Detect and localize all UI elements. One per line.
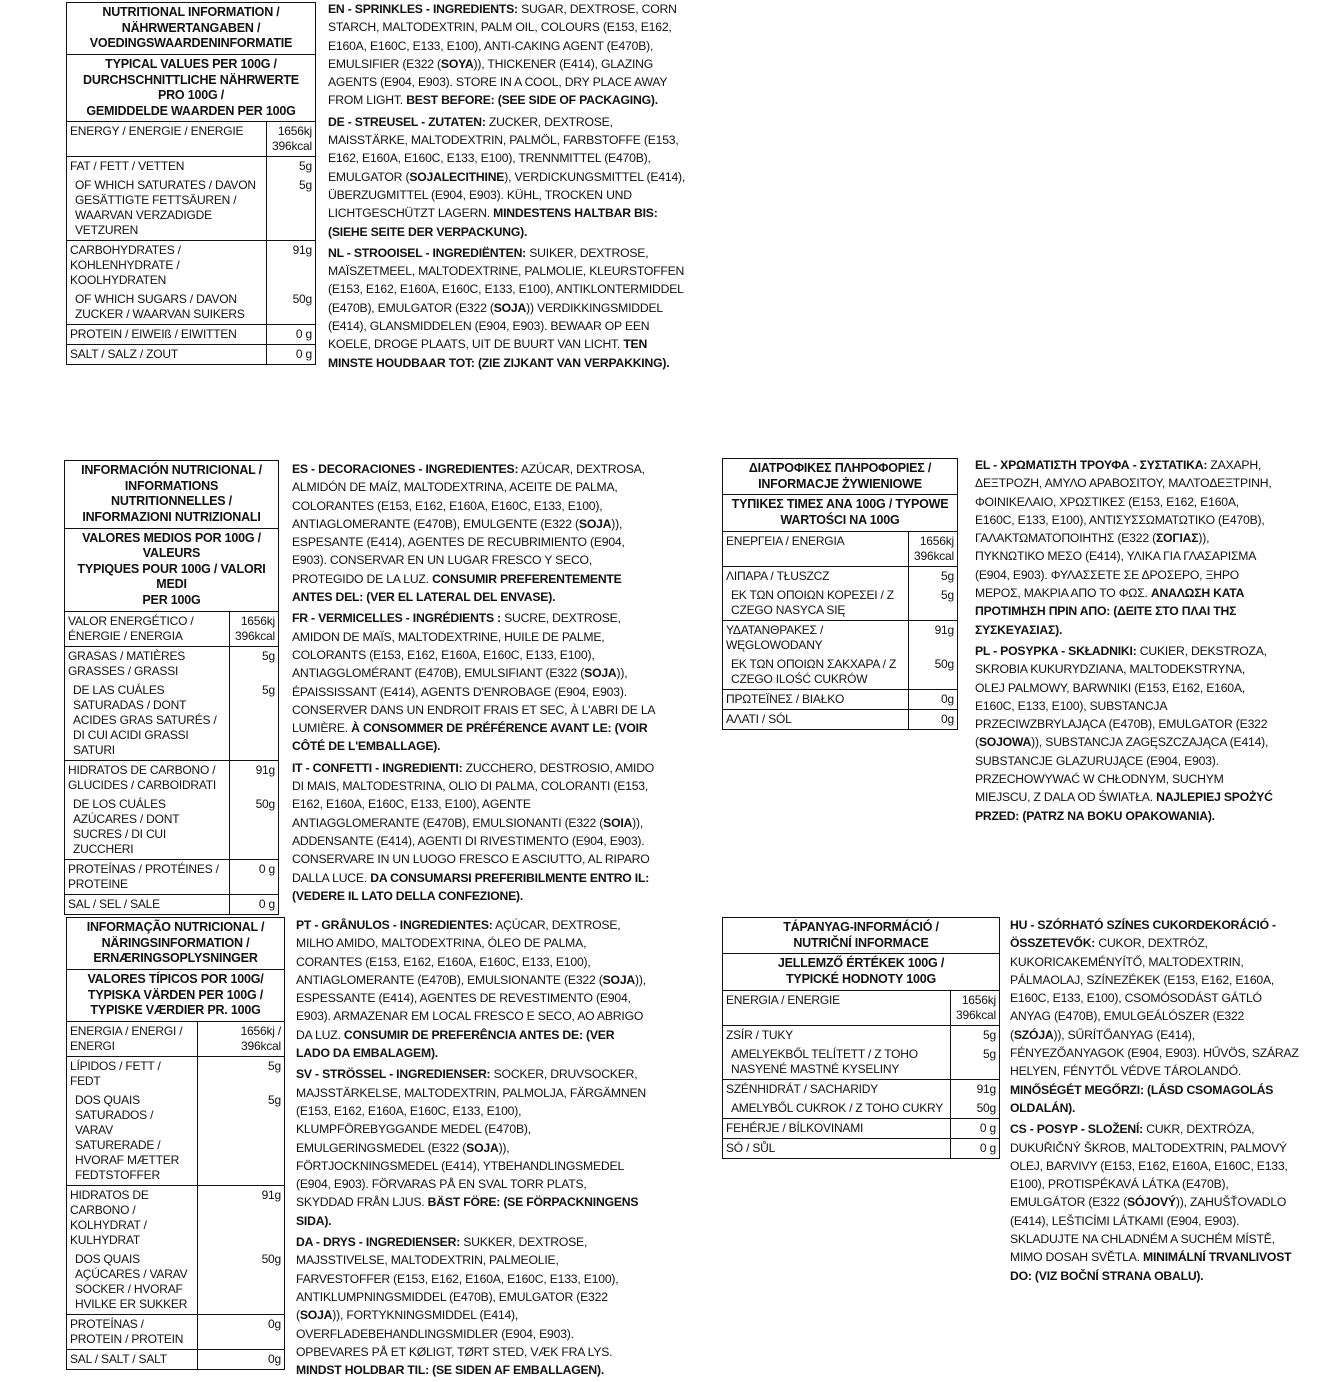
table-title: INFORMAÇÃO NUTRICIONAL / NÄRINGSINFORMATION / ERNÆRINGSOPLYSNINGER	[86, 920, 265, 966]
table-row: ΕΝΕΡΓΕΙΑ / ENERGIA 1656kj 396kcal	[723, 531, 957, 566]
table-row: SZÉNHIDRÁT / SACHARIDY 91g	[723, 1079, 999, 1099]
table-row: SÓ / SŮL 0 g	[723, 1138, 999, 1158]
table-row: SALT / SALZ / ZOUT 0 g	[67, 345, 315, 365]
typical-values-header: TYPICAL VALUES PER 100G / DURCHSCHNITTLICHE NÄHRWERTE PRO 100G / GEMIDDELDE WAARDEN PER 100G	[67, 54, 315, 122]
ingredients-es-fr-it	[292, 460, 660, 908]
ingredients-paragraph: DA - DRYS - INGREDIENSER: SUKKER, DEXTROSE, MAJSSTIVELSE, MALTODEXTRIN, PALMEOLIE, FARVESTOFFER (E153, E162, E160A, E160C, E133, E100), ANTIKLUMPNINGSMIDDEL (E470B), EMULGATOR (E322 (SOJA)), FORTYKNINGSMIDDEL (E414), OVERFLADEBEHANDLINGSMIDLER (E904, E903). OPBEVARES PÅ ET KØLIGT, TØRT STED, VÆK FRA LYS. MINDST HOLDBAR TIL: (SE SIDEN AF EMBALLAGEN).	[296, 1235, 619, 1378]
ingredients-paragraph: DE - STREUSEL - ZUTATEN: ZUCKER, DEXTROSE, MAISSTÄRKE, MALTODEXTRIN, PALMÖL, FARBSTOFFE (E153, E162, E160A, E160C, E133, E100), TRENNMITTEL (E470B), EMULGATOR (SOJALECITHINE), VERDICKUNGSMITTEL (E414), ÜBERZUGMITTEL (E904, E903). KÜHL, TROCKEN UND LICHTGESCHÜTZT LAGERN. MINDESTENS HALTBAR BIS: (SIEHE SEITE DER VERPACKUNG).	[328, 114, 686, 239]
table-row: ENERGY / ENERGIE / ENERGIE 1656kj 396kcal	[67, 122, 315, 157]
nutrition-table-en-de-nl	[66, 2, 316, 365]
table-row: FEHÉRJE / BÍLKOVINAMI 0 g	[723, 1118, 999, 1138]
table-row: ΠΡΩΤΕΪΝΕΣ / BIAŁKO 0g	[723, 689, 957, 709]
table-title: INFORMACIÓN NUTRICIONAL / INFORMATIONS NUTRITIONNELLES / INFORMAZIONI NUTRIZIONALI	[81, 463, 262, 524]
table-row: SAL / SALT / SALT 0g	[67, 1349, 284, 1369]
ingredients-paragraph: PL - POSYPKA - SKŁADNIKI: CUKIER, DEKSTROZA, SKROBIA KUKURYDZIANA, MALTODEKSTRYNA, OLEJ PALMOWY, BARWNIKI (E153, E162, E160A, E160C, E133, E100), SUBSTANCJA PRZECIWZBRYLAJĄCA (E470B), EMULGATOR (E322 (SOJOWA)), SUBSTANCJA ZAGĘSZCZAJĄCA (E414), SUBSTANCJE GLAZURUJĄCE (E904, E903). PRZECHOWYWAĆ W CHŁODNYM, SUCHYM MIEJSCU, Z DALA OD ŚWIATŁA. NAJLEPIEJ SPOŻYĆ PRZED: (PATRZ NA BOKU OPAKOWANIA).	[975, 643, 1273, 823]
nutrition-table-pt-sv-da	[66, 917, 285, 1370]
table-row: ΕΚ ΤΩΝ ΟΠΟΙΩΝ ΚΟΡΕΣΕΙ / Z CZEGO NASYCA SIĘ 5g	[723, 586, 957, 621]
table-row: DOS QUAIS SATURADOS / VARAV SATURERADE / HVORAF MÆTTER FEDTSTOFFER 5g	[67, 1091, 284, 1186]
ingredients-hu-cs	[1010, 916, 1300, 1288]
nutrition-table-es-fr-it	[64, 460, 279, 915]
nutrition-rows	[67, 1021, 284, 1369]
table-row: DE LOS CUÁLES AZÚCARES / DONT SUCRES / DI CUI ZUCCHERI 50g	[65, 795, 278, 860]
ingredients-paragraph: PT - GRÂNULOS - INGREDIENTES: AÇÚCAR, DEXTROSE, MILHO AMIDO, MALTODEXTRINA, ÓLEO DE PALMA, CORANTES (E153, E162, E160A, E160C, E133, E100), ANTIAGLOMERANTE (E470B), EMULSIONANTE (E322 (SOJA)), ESPESSANTE (E414), AGENTES DE REVESTIMENTO (E904, E903). ARMAZENAR EM LOCAL FRESCO E SECO, AO ABRIGO DA LUZ. CONSUMIR DE PREFERÊNCIA ANTES DE: (VER LADO DA EMBALAGEM).	[296, 918, 646, 1061]
ingredients-paragraph: EN - SPRINKLES - INGREDIENTS: SUGAR, DEXTROSE, CORN STARCH, MALTODEXTRIN, PALM OIL, COLOURS (E153, E162, E160A, E160C, E133, E100), ANTI-CAKING AGENT (E470B), EMULSIFIER (E322 (SOYA)), THICKENER (E414), GLAZING AGENTS (E904, E903). STORE IN A COOL, DRY PLACE AWAY FROM LIGHT. BEST BEFORE: (SEE SIDE OF PACKAGING).	[328, 2, 677, 108]
table-row: ENERGIA / ENERGIE 1656kj 396kcal	[723, 990, 999, 1025]
table-row: GRASAS / MATIÈRES GRASSES / GRASSI 5g	[65, 646, 278, 681]
table-row: ZSÍR / TUKY 5g	[723, 1025, 999, 1045]
nutrition-rows	[67, 121, 315, 364]
ingredients-en-de-nl	[328, 0, 690, 375]
typical-values-header: ΤΥΠΙΚΕΣ ΤΙΜΕΣ ΑΝΑ 100G / TYPOWE WARTOŚCI NA 100G	[723, 494, 957, 530]
ingredients-paragraph: SV - STRÖSSEL - INGREDIENSER: SOCKER, DRUVSOCKER, MAJSSTÄRKELSE, MALTODEXTRIN, PALMOLJA, FÄRGÄMNEN (E153, E162, E160A, E160C, E133, E100), KLUMPFÖREBYGGANDE MEDEL (E470B), EMULGERINGSMEDEL (E322 (SOJA)), FÖRTJOCKNINGSMEDEL (E414), YTBEHANDLINGSMEDEL (E904, E903). FÖRVARAS PÅ EN SVAL TORR PLATS, SKYDDAD FRÅN LJUS. BÄST FÖRE: (SE FÖRPACKNINGENS SIDA).	[296, 1067, 647, 1228]
table-row: VALOR ENERGÉTICO / ÉNERGIE / ENERGIA 1656kj 396kcal	[65, 611, 278, 646]
table-row: HIDRATOS DE CARBONO / GLUCIDES / CARBOIDRATI 91g	[65, 760, 278, 795]
table-row: ENERGIA / ENERGI / ENERGI 1656kj / 396kcal	[67, 1021, 284, 1056]
table-row: DOS QUAIS AÇÚCARES / VARAV SOCKER / HVORAF HVILKE ER SUKKER 50g	[67, 1250, 284, 1315]
table-title: NUTRITIONAL INFORMATION / NÄHRWERTANGABEN / VOEDINGSWAARDENINFORMATIE	[89, 5, 293, 51]
table-row: ΕΚ ΤΩΝ ΟΠΟΙΩΝ ΣΑΚΧΑΡΑ / Z CZEGO ILOŚĆ CUKRÓW 50g	[723, 655, 957, 690]
ingredients-paragraph: CS - POSYP - SLOŽENÍ: CUKR, DEXTRÓZA, DUKUŘIČNÝ ŠKROB, MALTODEXTRIN, PALMOVÝ OLEJ, BARVIVY (E153, E162, E160A, E160C, E133, E100), PROTISPÉKAVÁ LÁTKA (E470B), EMULGÁTOR (E322 (SÓJOVÝ)), ZAHUŠŤOVADLO (E414), LEŠTICÍMI LÁTKAMI (E904, E903). SKLADUJTE NA CHLADNÉM A SUCHÉM MÍSTĚ, MIMO DOSAH SVĚTLA. MINIMÁLNÍ TRVANLIVOST DO: (VIZ BOČNÍ STRANA OBALU).	[1010, 1122, 1292, 1283]
ingredients-paragraph: ES - DECORACIONES - INGREDIENTES: AZÚCAR, DEXTROSA, ALMIDÓN DE MAÍZ, MALTODEXTRINA, ACEITE DE PALMA, COLORANTES (E153, E162, E160A, E160C, E133, E100), ANTIAGLOMERANTE (E470B), EMULGENTE (E322 (SOJA)), ESPESANTE (E414), AGENTES DE RECUBRIMIENTO (E904, E903). CONSERVAR EN UN LUGAR FRESCO Y SECO, PROTEGIDO DE LA LUZ. CONSUMIR PREFERENTEMENTE ANTES DEL: (VER EL LATERAL DEL ENVASE).	[292, 462, 645, 605]
ingredients-paragraph: HU - SZÓRHATÓ SZÍNES CUKORDEKORÁCIÓ - ÖSSZETEVŐK: CUKOR, DEXTRÓZ, KUKORICAKEMÉNYÍTŐ, MALTODEXTRIN, PÁLMAOLAJ, SZÍNEZÉKEK (E153, E162, E160A, E160C, E133, E100), CSOMÓSODÁST GÁTLÓ ANYAG (E470B), EMULGEÁLÓSZER (E322 (SZÓJA)), SŰRÍTŐANYAG (E414), FÉNYEZŐANYAGOK (E904, E903). HŰVÖS, SZÁRAZ HELYEN, FÉNYTŐL VÉDVE TÁROLANDÓ. MINŐSÉGÉT MEGŐRZI: (LÁSD CSOMAGOLÁS OLDALÁN).	[1010, 918, 1299, 1115]
nutrition-rows	[723, 531, 957, 729]
table-row: ΥΔΑΤΑΝΘΡΑΚΕΣ / WĘGLOWODANY 91g	[723, 620, 957, 655]
typical-values-header: VALORES TÍPICOS POR 100G/ TYPISKA VÄRDEN PER 100G / TYPISKE VÆRDIER PR. 100G	[67, 969, 284, 1021]
ingredients-paragraph: IT - CONFETTI - INGREDIENTI: ZUCCHERO, DESTROSIO, AMIDO DI MAIS, MALTODESTRINA, OLIO DI PALMA, COLORANTI (E153, E162, E160A, E160C, E133, E100), AGENTE ANTIAGGLOMERANTE (E470B), EMULSIONANTI (E322 (SOIA)), ADDENSANTE (E414), AGENTI DI RIVESTIMENTO (E904, E903). CONSERVARE IN UN LUOGO FRESCO E ASCIUTTO, AL RIPARO DALLA LUCE. DA CONSUMARSI PREFERIBILMENTE ENTRO IL: (VEDERE IL LATO DELLA CONFEZIONE).	[292, 760, 655, 903]
nutrition-table-hu-cs	[722, 917, 1000, 1159]
table-row: PROTEIN / EIWEIß / EIWITTEN 0 g	[67, 325, 315, 345]
ingredients-paragraph: EL - ΧΡΩΜΑΤΙΣΤΗ ΤΡΟΥΦΑ - ΣΥΣΤΑΤΙΚΑ: ΖΑΧΑΡΗ, ΔΕΞΤΡΟΖΗ, ΑΜΥΛΟ ΑΡΑΒΟΣΙΤΟΥ, ΜΑΛΤΟΔΕΞΤΡΙΝΗ, ΦΟΙΝΙΚΕΛΑΙΟ, ΧΡΩΣΤΙΚΕΣ (E153, E162, E160A, E160C, E133, E100), ΑΝΤΙΣΥΣΣΩΜΑΤΩΤΙΚΟ (E470B), ΓΑΛΑΚΤΩΜΑΤΟΠΟΙΗΤΗΣ (E322 (ΣΟΓΙΑΣ)), ΠΥΚΝΩΤΙΚΟ ΜΕΣΟ (E414), ΥΛΙΚΑ ΓΙΑ ΓΛΑΣΑΡΙΣΜΑ (E904, E903). ΦΥΛΑΣΣΕΤΕ ΣΕ ΔΡΟΣΕΡΟ, ΞΗΡΟ ΜΕΡΟΣ, ΜΑΚΡΙΑ ΑΠΟ ΤΟ ΦΩΣ. ΑΝΑΛΩΣΗ ΚΑΤΑ ΠΡΟΤΙΜΗΣΗ ΠΡΙΝ ΑΠΟ: (ΔΕΙΤΕ ΣΤΟ ΠΛΑΙ ΤΗΣ ΣΥΣΚΕΥΑΣΙΑΣ).	[975, 458, 1272, 637]
table-row: CARBOHYDRATES / KOHLENHYDRATE / KOOLHYDRATEN 91g	[67, 241, 315, 291]
ingredients-el-pl	[975, 456, 1275, 828]
table-title: ΔΙΑΤΡΟΦΙΚΕΣ ΠΛΗΡΟΦΟΡΙΕΣ / INFORMACJE ŻYWIENIOWE	[748, 461, 932, 491]
table-row: SAL / SEL / SALE 0 g	[65, 894, 278, 914]
table-row: PROTEÍNAS / PROTEIN / PROTEIN 0g	[67, 1314, 284, 1349]
typical-values-header: VALORES MEDIOS POR 100G / VALEURS TYPIQUES POUR 100G / VALORI MEDI PER 100G	[65, 528, 278, 611]
nutrition-rows	[65, 611, 278, 914]
typical-values-header: JELLEMZŐ ÉRTÉKEK 100G / TYPICKÉ HODNOTY 100G	[723, 953, 999, 989]
table-row: AMELYEKBŐL TELÍTETT / Z TOHO NASYENÉ MASTNÉ KYSELINY 5g	[723, 1045, 999, 1080]
ingredients-pt-sv-da	[296, 916, 646, 1382]
table-row: OF WHICH SATURATES / DAVON GESÄTTIGTE FETTSÄUREN / WAARVAN VERZADIGDE VETZUREN 5g	[67, 176, 315, 241]
ingredients-paragraph: FR - VERMICELLES - INGRÉDIENTS : SUCRE, DEXTROSE, AMIDON DE MAÏS, MALTODEXTRINE, HUILE DE PALME, COLORANTS (E153, E162, E160A, E160C, E133, E100), ANTIAGGLOMÉRANT (E470B), EMULSIFIANT (E322 (SOJA)), ÉPAISSISSANT (E414), AGENTS D'ENROBAGE (E904, E903). CONSERVER DANS UN ENDROIT FRAIS ET SEC, À L'ABRI DE LA LUMIÈRE. À CONSOMMER DE PRÉFÉRENCE AVANT LE: (VOIR CÔTÉ DE L'EMBALLAGE).	[292, 611, 655, 754]
table-row: LÍPIDOS / FETT / FEDT 5g	[67, 1056, 284, 1091]
table-title: TÁPANYAG-INFORMÁCIÓ / NUTRIČNÍ INFORMACE	[783, 920, 939, 950]
table-row: DE LAS CUÁLES SATURADAS / DONT ACIDES GRAS SATURÉS / DI CUI ACIDI GRASSI SATURI 5g	[65, 681, 278, 761]
nutrition-table-el-pl	[722, 458, 958, 730]
ingredients-paragraph: NL - STROOISEL - INGREDIËNTEN: SUIKER, DEXTROSE, MAÏSZETMEEL, MALTODEXTRINE, PALMOLIE, KLEURSTOFFEN (E153, E162, E160A, E160C, E133, E100), ANTIKLONTERMIDDEL (E470B), EMULGATOR (E322 (SOJA)) VERDIKKINGSMIDDEL (E414), GLANSMIDDELEN (E904, E903). BEWAAR OP EEN KOELE, DROGE PLAATS, UIT DE BUURT VAN LICHT. TEN MINSTE HOUDBAAR TOT: (ZIE ZIJKANT VAN VERPAKKING).	[328, 245, 685, 370]
table-row: ΑΛΑΤΙ / SÓL 0g	[723, 709, 957, 729]
table-row: OF WHICH SUGARS / DAVON ZUCKER / WAARVAN SUIKERS 50g	[67, 290, 315, 325]
table-row: HIDRATOS DE CARBONO / KOLHYDRAT / KULHYDRAT 91g	[67, 1185, 284, 1250]
table-row: AMELYBŐL CUKROK / Z TOHO CUKRY 50g	[723, 1099, 999, 1119]
nutrition-rows	[723, 990, 999, 1158]
table-row: FAT / FETT / VETTEN 5g	[67, 157, 315, 177]
table-row: PROTEÍNAS / PROTÉINES / PROTEINE 0 g	[65, 859, 278, 894]
table-row: ΛΙΠΑΡΑ / TŁUSZCZ 5g	[723, 566, 957, 586]
